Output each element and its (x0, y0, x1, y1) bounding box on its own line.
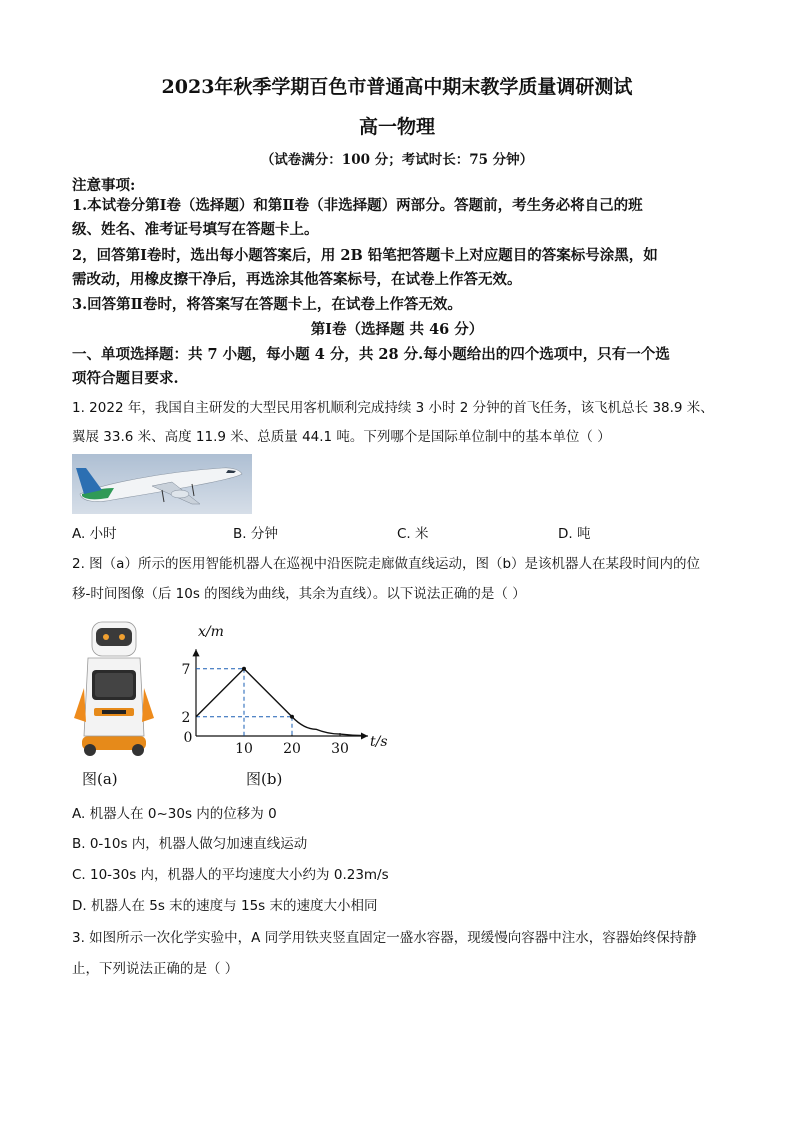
y-tick-label: 7 (181, 661, 191, 678)
x-tick-label: 10 (235, 741, 253, 757)
robot-illustration (72, 618, 156, 760)
notice-line: 级、姓名、准考证号填写在答题卡上。 (72, 221, 319, 238)
section-instruction: 一、单项选择题：共 7 小题，每小题 4 分，共 28 分.每小题给出的四个选项中，只有一个选 (72, 346, 670, 363)
question-1-line: 翼展 33.6 米、高度 11.9 米、总质量 44.1 吨。下列哪个是国际单位制中的基本单位（ ） (72, 429, 611, 445)
q1-option-b: B. 分钟 (233, 526, 278, 542)
chart-series (196, 669, 364, 736)
q2-option-b: B. 0-10s 内，机器人做匀加速直线运动 (72, 836, 308, 852)
q1-option-a: A. 小时 (72, 526, 117, 542)
question-2-line: 2. 图（a）所示的医用智能机器人在巡视中沿医院走廊做直线运动，图（b）是该机器人在某段时间内的位 (72, 556, 701, 572)
origin-label: 0 (183, 730, 193, 746)
notice-heading: 注意事项: (72, 177, 136, 194)
question-1-line: 1. 2022 年，我国自主研发的大型民用客机顺利完成持续 3 小时 2 分钟的首飞任务，该飞机总长 38.9 米、 (72, 400, 714, 416)
notice-line: 需改动，用橡皮擦干净后，再选涂其他答案标号，在试卷上作答无效。 (72, 271, 522, 288)
question-3-line: 3. 如图所示一次化学实验中，A 同学用铁夹竖直固定一盛水容器，现缓慢向容器中注水，容器始终保持静 (72, 930, 697, 946)
chart-axes (196, 649, 368, 736)
x-tick-label: 20 (283, 741, 301, 757)
notice-line: 2，回答第Ⅰ卷时，选出每小题答案后，用 2B 铅笔把答题卡上对应题目的答案标号涂黑，如 (72, 247, 658, 264)
section-instruction: 项符合题目要求. (72, 370, 179, 387)
x-tick-label: 30 (331, 741, 349, 757)
notice-line: 1.本试卷分第Ⅰ卷（选择题）和第Ⅱ卷（非选择题）两部分。答题前，考生务必将自己的班 (72, 197, 643, 214)
q1-option-c: C. 米 (397, 526, 429, 542)
notice-line: 3.回答第Ⅱ卷时，将答案写在答题卡上，在试卷上作答无效。 (72, 296, 462, 313)
subject-title: 高一物理 (358, 116, 435, 138)
y-axis-label: x/m (198, 624, 224, 640)
q2-option-c: C. 10-30s 内，机器人的平均速度大小约为 0.23m/s (72, 867, 389, 883)
figure-b-caption: 图(b) (246, 770, 283, 788)
chart-labels (182, 624, 388, 757)
section-title: 第Ⅰ卷（选择题 共 46 分） (310, 321, 484, 338)
q2-option-a: A. 机器人在 0~30s 内的位移为 0 (72, 806, 277, 822)
x-axis-label: t/s (370, 734, 388, 750)
position-time-chart (176, 624, 388, 758)
q1-option-d: D. 吨 (558, 526, 591, 542)
question-3-line: 止，下列说法正确的是（ ） (72, 961, 239, 977)
series-line (196, 669, 364, 736)
y-tick-label: 2 (181, 709, 191, 726)
figure-a-caption: 图(a) (82, 770, 118, 788)
airplane-photo (72, 454, 252, 514)
q2-option-d: D. 机器人在 5s 末的速度与 15s 末的速度大小相同 (72, 898, 378, 914)
question-2-line: 移-时间图像（后 10s 的图线为曲线，其余为直线）。以下说法正确的是（ ） (72, 586, 526, 602)
exam-meta: （试卷满分：100 分；考试时长：75 分钟） (260, 152, 534, 168)
exam-title: 2023年秋季学期百色市普通高中期末教学质量调研测试 (161, 76, 633, 98)
